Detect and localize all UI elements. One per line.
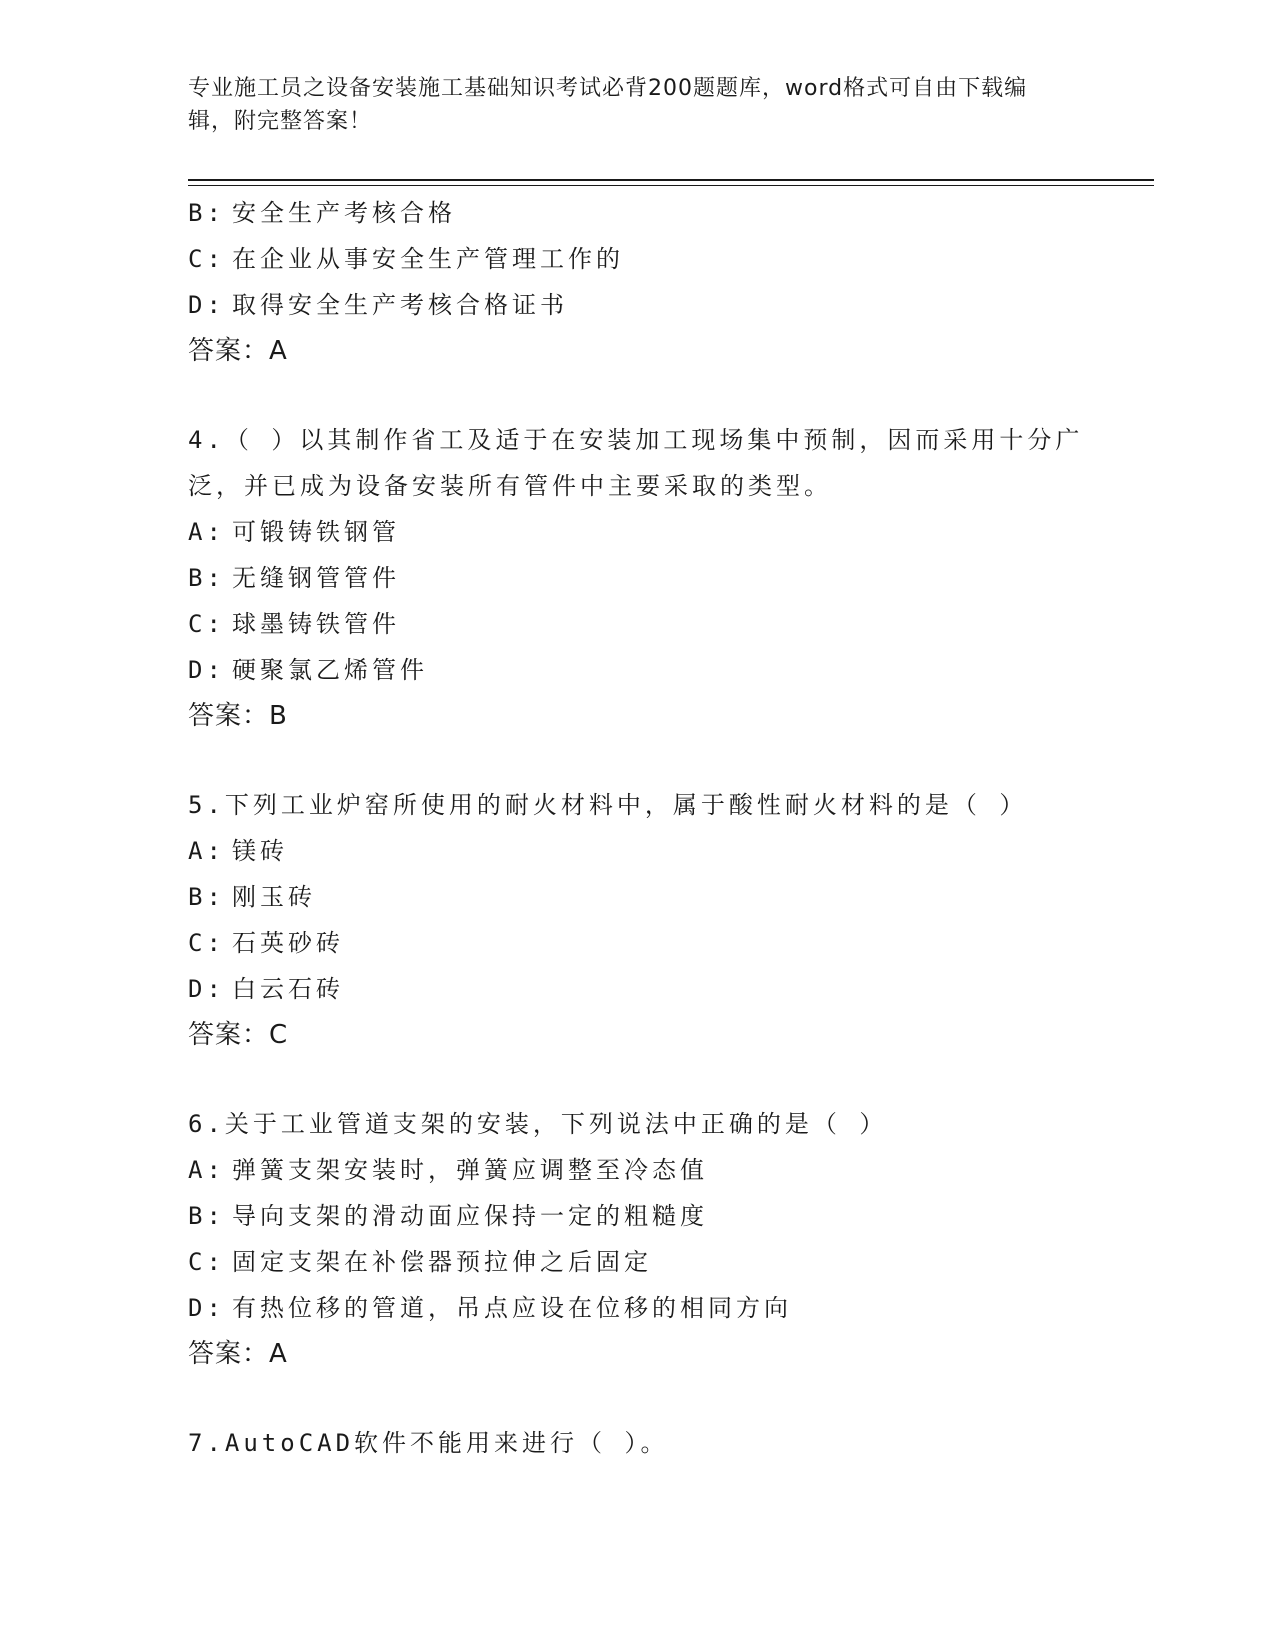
option-letter: A: [188, 837, 225, 865]
option-letter: B: [188, 1202, 225, 1230]
question-stem: 7.AutoCAD软件不能用来进行（ ）。 [188, 1429, 669, 1457]
option-item [188, 1239, 1088, 1285]
document-title: 专业施工员之设备安装施工基础知识考试必背200题题库，word格式可自由下载编辑，附完整答案！ [188, 76, 1028, 134]
option-letter: D: [188, 975, 225, 1003]
answer-line: 答案：A [188, 1339, 288, 1369]
option-letter: C: [188, 245, 225, 273]
option-letter: D: [188, 656, 225, 684]
option-item [188, 874, 1088, 920]
option-text: 导向支架的滑动面应保持一定的粗糙度 [232, 1202, 708, 1230]
option-text: 球墨铸铁管件 [232, 610, 400, 638]
question-block [188, 782, 1088, 1058]
option-item [188, 555, 1088, 601]
document-header [188, 72, 1068, 138]
option-item [188, 509, 1088, 555]
question-list [188, 190, 1088, 1509]
option-letter: A: [188, 518, 225, 546]
answer-line: 答案：B [188, 701, 288, 731]
option-text: 弹簧支架安装时，弹簧应调整至冷态值 [232, 1156, 708, 1184]
option-text: 有热位移的管道，吊点应设在位移的相同方向 [232, 1294, 792, 1322]
option-item [188, 282, 1088, 328]
option-item [188, 1285, 1088, 1331]
answer-line: 答案：A [188, 336, 288, 366]
option-text: 在企业从事安全生产管理工作的 [232, 245, 624, 273]
option-text: 硬聚氯乙烯管件 [232, 656, 428, 684]
option-letter: A: [188, 1156, 225, 1184]
question-stem: 5.下列工业炉窑所使用的耐火材料中，属于酸性耐火材料的是（ ） [188, 791, 1028, 819]
option-letter: C: [188, 610, 225, 638]
option-item [188, 190, 1088, 236]
option-item [188, 828, 1088, 874]
answer-line: 答案：C [188, 1020, 289, 1050]
option-letter: B: [188, 883, 225, 911]
option-letter: C: [188, 929, 225, 957]
option-text: 无缝钢管管件 [232, 564, 400, 592]
option-text: 安全生产考核合格 [232, 199, 456, 227]
question-block [188, 1420, 1088, 1466]
option-text: 白云石砖 [232, 975, 344, 1003]
option-letter: C: [188, 1248, 225, 1276]
option-item [188, 920, 1088, 966]
option-letter: B: [188, 564, 225, 592]
option-letter: D: [188, 291, 225, 319]
question-block [188, 1101, 1088, 1377]
option-text: 取得安全生产考核合格证书 [232, 291, 568, 319]
option-item [188, 647, 1088, 693]
question-stem: 4.（ ）以其制作省工及适于在安装加工现场集中预制，因而采用十分广泛，并已成为设备安装所有管件中主要采取的类型。 [188, 426, 1084, 500]
option-item [188, 1147, 1088, 1193]
option-letter: B: [188, 199, 225, 227]
option-text: 固定支架在补偿器预拉伸之后固定 [232, 1248, 652, 1276]
question-stem: 6.关于工业管道支架的安装，下列说法中正确的是（ ） [188, 1110, 888, 1138]
option-letter: D: [188, 1294, 225, 1322]
option-text: 刚玉砖 [232, 883, 316, 911]
option-text: 镁砖 [232, 837, 288, 865]
option-item [188, 1193, 1088, 1239]
question-block [188, 417, 1088, 739]
question-block [188, 190, 1088, 374]
header-divider-thick [188, 179, 1154, 181]
option-text: 可锻铸铁钢管 [232, 518, 400, 546]
option-item [188, 966, 1088, 1012]
header-divider-thin [188, 185, 1154, 186]
option-item [188, 236, 1088, 282]
option-item [188, 601, 1088, 647]
option-text: 石英砂砖 [232, 929, 344, 957]
